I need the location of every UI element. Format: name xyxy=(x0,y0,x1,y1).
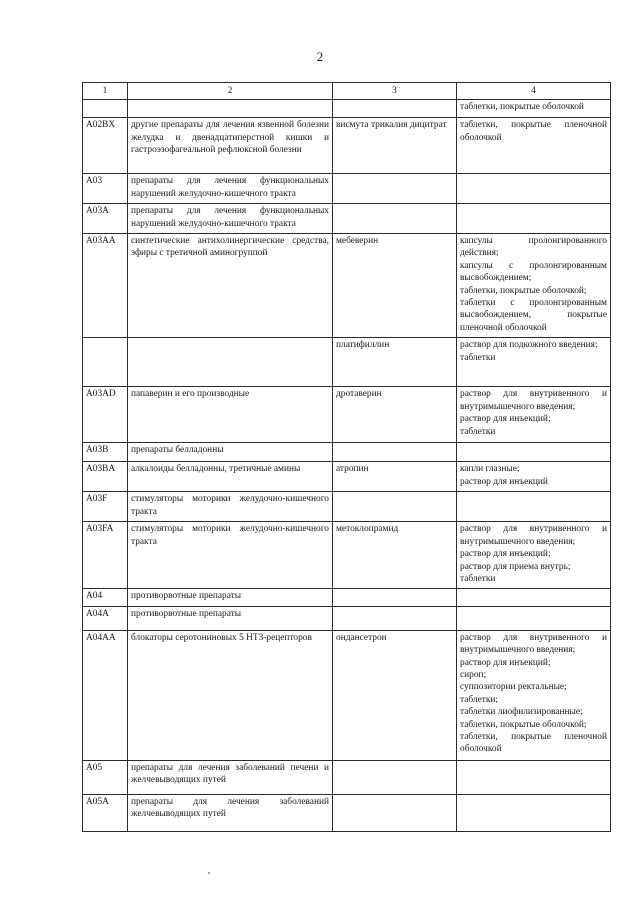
dosage-forms-cell xyxy=(457,118,611,174)
dosage-form-item: таблетки; xyxy=(460,694,499,705)
drug-name-cell xyxy=(333,794,457,831)
atc-code-cell: A04AA xyxy=(83,630,128,760)
table-row xyxy=(83,760,611,794)
table-row xyxy=(83,462,611,492)
atc-code-cell xyxy=(83,100,128,118)
anatomical-group-cell: противорвотные препараты xyxy=(128,589,333,606)
drug-name-cell xyxy=(333,204,457,234)
atc-code-cell: A03AD xyxy=(83,387,128,443)
anatomical-group-cell: препараты для лечения функциональных нарушений желудочно-кишечного тракта xyxy=(128,204,333,234)
dosage-forms-cell xyxy=(457,174,611,204)
table-row xyxy=(83,589,611,606)
table-row xyxy=(83,522,611,589)
table-row xyxy=(83,234,611,338)
anatomical-group-cell: препараты белладонны xyxy=(128,443,333,462)
dosage-forms-cell xyxy=(457,794,611,831)
scan-dot xyxy=(208,872,210,874)
dosage-form-item: таблетки xyxy=(460,573,496,584)
dosage-forms-cell xyxy=(457,462,611,492)
atc-code-cell xyxy=(83,338,128,387)
drug-name-cell xyxy=(333,606,457,630)
dosage-form-item: капли глазные; xyxy=(460,464,520,475)
atc-code-cell: A03A xyxy=(83,204,128,234)
anatomical-group-cell: синтетические антихолинергические средства, эфиры с третичной аминогруппой xyxy=(128,234,333,338)
table-row xyxy=(83,794,611,831)
anatomical-group-cell: другие препараты для лечения язвенной болезни желудка и двенадцатиперстной кишки и гастроэзофагеальной рефлюксной болезни xyxy=(128,118,333,174)
anatomical-group-cell: препараты для лечения заболеваний печени и желчевыводящих путей xyxy=(128,760,333,794)
dosage-forms-cell xyxy=(457,234,611,338)
dosage-form-item: таблетки лиофилизированные; xyxy=(460,707,583,718)
dosage-form-item: суппозитории ректальные; xyxy=(460,682,567,693)
dosage-form-item: капсулы с пролонгированным высвобождением; xyxy=(460,260,607,284)
table-row xyxy=(83,338,611,387)
dosage-forms-cell xyxy=(457,492,611,522)
column-number-4: 4 xyxy=(457,83,611,100)
drug-name-cell: атропин xyxy=(333,462,457,492)
drug-name-cell xyxy=(333,100,457,118)
dosage-form-item: раствор для инъекций; xyxy=(460,414,551,425)
atc-code-cell: A03B xyxy=(83,443,128,462)
anatomical-group-cell: препараты для лечения функциональных нарушений желудочно-кишечного тракта xyxy=(128,174,333,204)
dosage-form-item: раствор для подкожного введения; xyxy=(460,340,598,351)
table-row xyxy=(83,630,611,760)
drug-name-cell: метоклопрамид xyxy=(333,522,457,589)
atc-code-cell: A04 xyxy=(83,589,128,606)
page-number: 2 xyxy=(316,49,324,64)
table-row xyxy=(83,443,611,462)
atc-code-cell: A03BA xyxy=(83,462,128,492)
dosage-form-item: таблетки, покрытые оболочкой; xyxy=(460,719,587,730)
dosage-form-item: сироп; xyxy=(460,669,487,680)
column-number-3: 3 xyxy=(333,83,457,100)
dosage-form-item: таблетки, покрытые оболочкой xyxy=(460,102,584,113)
anatomical-group-cell xyxy=(128,338,333,387)
anatomical-group-cell: препараты для лечения заболеваний желчевыводящих путей xyxy=(128,794,333,831)
dosage-form-item: раствор для внутривенного и внутримышечного введения; xyxy=(460,632,607,656)
dosage-form-item: таблетки, покрытые оболочкой; xyxy=(460,285,587,296)
dosage-form-item: таблетки с пролонгированным высвобождением, покрытые пленочной оболочкой xyxy=(460,298,607,333)
anatomical-group-cell: папаверин и его производные xyxy=(128,387,333,443)
drug-name-cell: ондансетрон xyxy=(333,630,457,760)
anatomical-group-cell: стимуляторы моторики желудочно-кишечного тракта xyxy=(128,492,333,522)
dosage-forms-cell xyxy=(457,522,611,589)
dosage-forms-cell xyxy=(457,630,611,760)
drug-list-table xyxy=(82,82,611,832)
column-number-1: 1 xyxy=(83,83,128,100)
table-row xyxy=(83,492,611,522)
dosage-form-item: раствор для внутривенного и внутримышечного введения; xyxy=(460,389,607,412)
dosage-forms-cell xyxy=(457,100,611,118)
drug-name-cell xyxy=(333,589,457,606)
atc-code-cell: A03FA xyxy=(83,522,128,589)
dosage-form-item: таблетки xyxy=(460,352,496,363)
atc-code-cell: A03F xyxy=(83,492,128,522)
anatomical-group-cell: алкалоиды белладонны, третичные амины xyxy=(128,462,333,492)
dosage-forms-cell xyxy=(457,589,611,606)
drug-name-cell xyxy=(333,174,457,204)
dosage-forms-cell xyxy=(457,760,611,794)
table-row xyxy=(83,118,611,174)
atc-code-cell: A03AA xyxy=(83,234,128,338)
dosage-form-item: раствор для инъекций xyxy=(460,476,548,487)
drug-name-cell xyxy=(333,492,457,522)
anatomical-group-cell: стимуляторы моторики желудочно-кишечного тракта xyxy=(128,522,333,589)
column-number-2: 2 xyxy=(128,83,333,100)
table-row xyxy=(83,100,611,118)
atc-code-cell: A05 xyxy=(83,760,128,794)
atc-code-cell: A04A xyxy=(83,606,128,630)
table-row xyxy=(83,204,611,234)
drug-name-cell xyxy=(333,443,457,462)
dosage-forms-cell xyxy=(457,606,611,630)
dosage-form-item: раствор для инъекций; xyxy=(460,657,551,668)
dosage-form-item: капсулы пролонгированного действия; xyxy=(460,236,607,259)
dosage-forms-cell xyxy=(457,443,611,462)
atc-code-cell: A03 xyxy=(83,174,128,204)
drug-name-cell xyxy=(333,760,457,794)
header-row xyxy=(83,83,611,100)
anatomical-group-cell: противорвотные препараты xyxy=(128,606,333,630)
anatomical-group-cell: блокаторы серотониновых 5 HT3-рецепторов xyxy=(128,630,333,760)
drug-name-cell: мебеверин xyxy=(333,234,457,338)
dosage-form-item: раствор для приема внутрь; xyxy=(460,561,571,572)
table-row xyxy=(83,606,611,630)
dosage-forms-cell xyxy=(457,338,611,387)
dosage-forms-cell xyxy=(457,204,611,234)
dosage-form-item: раствор для внутривенного и внутримышечного введения; xyxy=(460,524,607,547)
dosage-form-item: раствор для инъекций; xyxy=(460,549,551,560)
atc-code-cell: A05A xyxy=(83,794,128,831)
table-body xyxy=(83,83,611,832)
drug-name-cell: дротаверин xyxy=(333,387,457,443)
table-row xyxy=(83,387,611,443)
dosage-form-item: таблетки, покрытые пленочной оболочкой xyxy=(460,731,607,755)
dosage-forms-cell xyxy=(457,387,611,443)
drug-name-cell: висмута трикалия дицитрат xyxy=(333,118,457,174)
dosage-form-item: таблетки, покрытые пленочной оболочкой xyxy=(460,120,607,143)
atc-code-cell: A02BX xyxy=(83,118,128,174)
drug-name-cell: платифиллин xyxy=(333,338,457,387)
anatomical-group-cell xyxy=(128,100,333,118)
dosage-form-item: таблетки xyxy=(460,426,496,437)
table-row xyxy=(83,174,611,204)
